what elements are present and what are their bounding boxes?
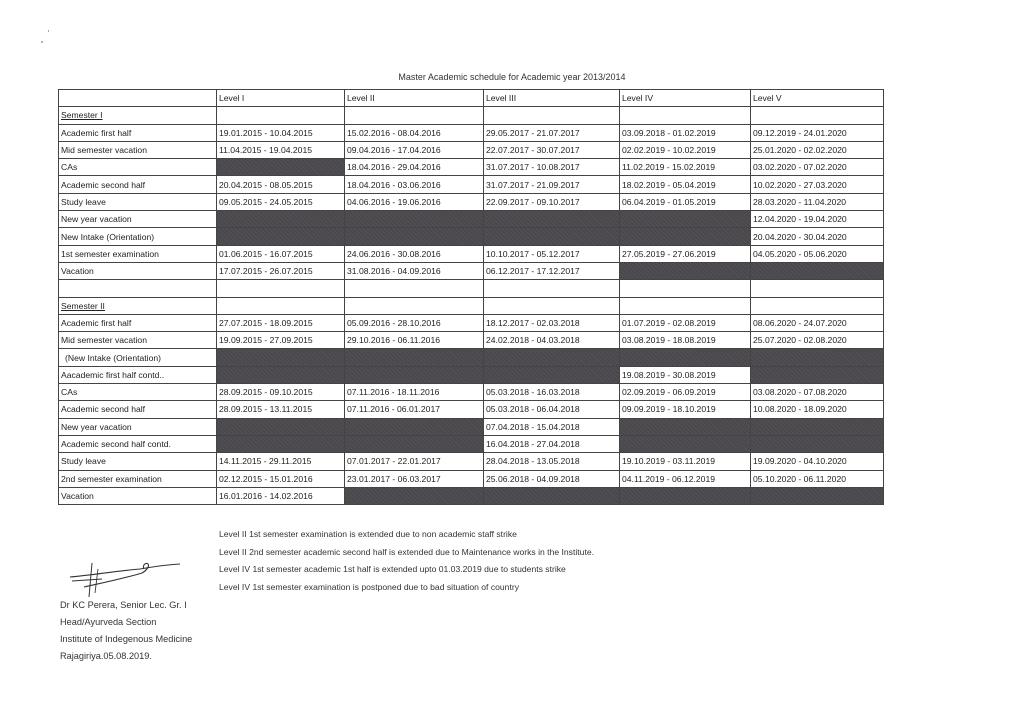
table-row bbox=[59, 176, 884, 193]
date-cell: 05.03.2018 - 16.03.2018 bbox=[484, 384, 620, 401]
shaded-cell bbox=[345, 349, 484, 366]
header-corner bbox=[59, 90, 217, 107]
note: Level II 1st semester examination is extended due to non academic staff strike bbox=[219, 529, 517, 539]
date-cell bbox=[217, 297, 345, 314]
date-cell: 17.07.2015 - 26.07.2015 bbox=[217, 262, 345, 279]
handwritten-signature bbox=[62, 553, 192, 599]
date-cell: 18.02.2019 - 05.04.2019 bbox=[620, 176, 751, 193]
shaded-cell bbox=[484, 228, 620, 245]
shaded-cell bbox=[484, 487, 620, 504]
date-cell: 18.04.2016 - 29.04.2016 bbox=[345, 159, 484, 176]
row-label: CAs bbox=[59, 384, 217, 401]
date-cell bbox=[751, 107, 884, 124]
column-header: Level II bbox=[345, 90, 484, 107]
notes bbox=[219, 526, 594, 596]
column-header: Level V bbox=[751, 90, 884, 107]
date-cell bbox=[620, 280, 751, 297]
section-heading: Semester II bbox=[59, 297, 217, 314]
row-label: CAs bbox=[59, 159, 217, 176]
date-cell: 27.05.2019 - 27.06.2019 bbox=[620, 245, 751, 262]
date-cell: 23.01.2017 - 06.03.2017 bbox=[345, 470, 484, 487]
signature-block bbox=[60, 597, 192, 665]
table-row bbox=[59, 435, 884, 452]
row-label: 2nd semester examination bbox=[59, 470, 217, 487]
date-cell: 07.04.2018 - 15.04.2018 bbox=[484, 418, 620, 435]
date-cell: 10.10.2017 - 05.12.2017 bbox=[484, 245, 620, 262]
date-cell: 19.10.2019 - 03.11.2019 bbox=[620, 453, 751, 470]
date-cell: 18.12.2017 - 02.03.2018 bbox=[484, 314, 620, 331]
row-label: (New Intake (Orientation) bbox=[59, 349, 217, 366]
date-cell: 25.07.2020 - 02.08.2020 bbox=[751, 332, 884, 349]
row-label: 1st semester examination bbox=[59, 245, 217, 262]
column-header: Level I bbox=[217, 90, 345, 107]
date-cell: 08.06.2020 - 24.07.2020 bbox=[751, 314, 884, 331]
column-header: Level III bbox=[484, 90, 620, 107]
shaded-cell bbox=[345, 487, 484, 504]
shaded-cell bbox=[217, 418, 345, 435]
row-label: Study leave bbox=[59, 193, 217, 210]
row-label: Vacation bbox=[59, 487, 217, 504]
row-label: Study leave bbox=[59, 453, 217, 470]
shaded-cell bbox=[345, 228, 484, 245]
row-label: Academic first half bbox=[59, 124, 217, 141]
row-label: Academic second half contd. bbox=[59, 435, 217, 452]
date-cell: 28.04.2018 - 13.05.2018 bbox=[484, 453, 620, 470]
date-cell bbox=[345, 107, 484, 124]
row-label bbox=[59, 280, 217, 297]
row-label: Aacademic first half contd.. bbox=[59, 366, 217, 383]
table-row bbox=[59, 211, 884, 228]
date-cell: 03.02.2020 - 07.02.2020 bbox=[751, 159, 884, 176]
date-cell: 05.03.2018 - 06.04.2018 bbox=[484, 401, 620, 418]
header-row bbox=[59, 90, 884, 107]
table-row bbox=[59, 332, 884, 349]
date-cell: 20.04.2015 - 08.05.2015 bbox=[217, 176, 345, 193]
date-cell: 09.05.2015 - 24.05.2015 bbox=[217, 193, 345, 210]
table-row bbox=[59, 297, 884, 314]
date-cell: 06.04.2019 - 01.05.2019 bbox=[620, 193, 751, 210]
date-cell bbox=[620, 297, 751, 314]
date-cell: 16.01.2016 - 14.02.2016 bbox=[217, 487, 345, 504]
date-cell: 19.01.2015 - 10.04.2015 bbox=[217, 124, 345, 141]
date-cell bbox=[484, 107, 620, 124]
date-cell bbox=[751, 280, 884, 297]
date-cell: 14.11.2015 - 29.11.2015 bbox=[217, 453, 345, 470]
date-cell bbox=[620, 107, 751, 124]
date-cell: 22.09.2017 - 09.10.2017 bbox=[484, 193, 620, 210]
date-cell: 31.07.2017 - 10.08.2017 bbox=[484, 159, 620, 176]
row-label: Academic second half bbox=[59, 401, 217, 418]
row-label: New year vacation bbox=[59, 418, 217, 435]
row-label: Academic first half bbox=[59, 314, 217, 331]
date-cell: 29.10.2016 - 06.11.2016 bbox=[345, 332, 484, 349]
table-row bbox=[59, 124, 884, 141]
date-cell bbox=[217, 107, 345, 124]
date-cell bbox=[345, 297, 484, 314]
date-cell: 01.06.2015 - 16.07.2015 bbox=[217, 245, 345, 262]
date-cell bbox=[484, 280, 620, 297]
shaded-cell bbox=[217, 349, 345, 366]
shaded-cell bbox=[484, 211, 620, 228]
scan-speck bbox=[41, 41, 43, 43]
signatory-institute: Institute of Indegenous Medicine bbox=[60, 634, 193, 644]
date-cell: 07.11.2016 - 18.11.2016 bbox=[345, 384, 484, 401]
date-cell: 25.06.2018 - 04.09.2018 bbox=[484, 470, 620, 487]
date-cell: 01.07.2019 - 02.08.2019 bbox=[620, 314, 751, 331]
table-row bbox=[59, 245, 884, 262]
date-cell: 11.04.2015 - 19.04.2015 bbox=[217, 141, 345, 158]
shaded-cell bbox=[751, 366, 884, 383]
table-row bbox=[59, 418, 884, 435]
date-cell: 03.09.2018 - 01.02.2019 bbox=[620, 124, 751, 141]
shaded-cell bbox=[620, 262, 751, 279]
date-cell: 24.06.2016 - 30.08.2016 bbox=[345, 245, 484, 262]
date-cell: 18.04.2016 - 03.06.2016 bbox=[345, 176, 484, 193]
shaded-cell bbox=[620, 435, 751, 452]
date-cell: 03.08.2020 - 07.08.2020 bbox=[751, 384, 884, 401]
date-cell bbox=[217, 280, 345, 297]
date-cell: 07.11.2016 - 06.01.2017 bbox=[345, 401, 484, 418]
table-row bbox=[59, 228, 884, 245]
date-cell: 16.04.2018 - 27.04.2018 bbox=[484, 435, 620, 452]
date-cell: 11.02.2019 - 15.02.2019 bbox=[620, 159, 751, 176]
shaded-cell bbox=[620, 211, 751, 228]
date-cell: 19.09.2020 - 04.10.2020 bbox=[751, 453, 884, 470]
date-cell: 05.10.2020 - 06.11.2020 bbox=[751, 470, 884, 487]
table-row bbox=[59, 453, 884, 470]
date-cell: 04.11.2019 - 06.12.2019 bbox=[620, 470, 751, 487]
shaded-cell bbox=[345, 366, 484, 383]
date-cell: 06.12.2017 - 17.12.2017 bbox=[484, 262, 620, 279]
schedule-table bbox=[58, 89, 884, 505]
date-cell: 04.06.2016 - 19.06.2016 bbox=[345, 193, 484, 210]
date-cell: 31.07.2017 - 21.09.2017 bbox=[484, 176, 620, 193]
date-cell: 31.08.2016 - 04.09.2016 bbox=[345, 262, 484, 279]
date-cell: 10.02.2020 - 27.03.2020 bbox=[751, 176, 884, 193]
date-cell: 12.04.2020 - 19.04.2020 bbox=[751, 211, 884, 228]
row-label: Mid semester vacation bbox=[59, 141, 217, 158]
date-cell: 05.09.2016 - 28.10.2016 bbox=[345, 314, 484, 331]
date-cell bbox=[751, 297, 884, 314]
date-cell: 02.09.2019 - 06.09.2019 bbox=[620, 384, 751, 401]
note: Level IV 1st semester academic 1st half is extended upto 01.03.2019 due to students strike bbox=[219, 564, 566, 574]
shaded-cell bbox=[217, 159, 345, 176]
column-header: Level IV bbox=[620, 90, 751, 107]
shaded-cell bbox=[751, 349, 884, 366]
date-cell bbox=[484, 297, 620, 314]
table-row bbox=[59, 159, 884, 176]
table-row bbox=[59, 349, 884, 366]
shaded-cell bbox=[217, 228, 345, 245]
table-row bbox=[59, 487, 884, 504]
date-cell: 19.09.2015 - 27.09.2015 bbox=[217, 332, 345, 349]
date-cell: 24.02.2018 - 04.03.2018 bbox=[484, 332, 620, 349]
shaded-cell bbox=[620, 487, 751, 504]
shaded-cell bbox=[751, 418, 884, 435]
date-cell: 19.08.2019 - 30.08.2019 bbox=[620, 366, 751, 383]
date-cell bbox=[345, 280, 484, 297]
table-row bbox=[59, 401, 884, 418]
table-row bbox=[59, 280, 884, 297]
table-row bbox=[59, 107, 884, 124]
table-row bbox=[59, 470, 884, 487]
date-cell: 04.05.2020 - 05.06.2020 bbox=[751, 245, 884, 262]
shaded-cell bbox=[620, 349, 751, 366]
note: Level II 2nd semester academic second half is extended due to Maintenance works in the Institute. bbox=[219, 546, 594, 557]
date-cell: 20.04.2020 - 30.04.2020 bbox=[751, 228, 884, 245]
shaded-cell bbox=[345, 211, 484, 228]
date-cell: 25.01.2020 - 02.02.2020 bbox=[751, 141, 884, 158]
shaded-cell bbox=[751, 262, 884, 279]
shaded-cell bbox=[484, 349, 620, 366]
row-label: New year vacation bbox=[59, 211, 217, 228]
shaded-cell bbox=[484, 366, 620, 383]
row-label: Academic second half bbox=[59, 176, 217, 193]
date-cell: 28.03.2020 - 11.04.2020 bbox=[751, 193, 884, 210]
date-cell: 02.02.2019 - 10.02.2019 bbox=[620, 141, 751, 158]
document-title: Master Academic schedule for Academic year 2013/2014 bbox=[398, 72, 626, 82]
date-cell: 02.12.2015 - 15.01.2016 bbox=[217, 470, 345, 487]
shaded-cell bbox=[217, 366, 345, 383]
shaded-cell bbox=[345, 435, 484, 452]
date-cell: 09.09.2019 - 18.10.2019 bbox=[620, 401, 751, 418]
table-row bbox=[59, 314, 884, 331]
scan-speck bbox=[48, 30, 49, 32]
note: Level IV 1st semester examination is postponed due to bad situation of country bbox=[219, 581, 520, 592]
date-cell: 28.09.2015 - 09.10.2015 bbox=[217, 384, 345, 401]
signatory-name: Dr KC Perera, Senior Lec. Gr. I bbox=[60, 600, 187, 610]
place-date: Rajagiriya.05.08.2019. bbox=[60, 651, 152, 661]
date-cell: 29.05.2017 - 21.07.2017 bbox=[484, 124, 620, 141]
row-label: New Intake (Orientation) bbox=[59, 228, 217, 245]
date-cell: 03.08.2019 - 18.08.2019 bbox=[620, 332, 751, 349]
shaded-cell bbox=[751, 487, 884, 504]
date-cell: 07.01.2017 - 22.01.2017 bbox=[345, 453, 484, 470]
signatory-position: Head/Ayurveda Section bbox=[60, 617, 157, 627]
table-row bbox=[59, 193, 884, 210]
shaded-cell bbox=[751, 435, 884, 452]
row-label: Mid semester vacation bbox=[59, 332, 217, 349]
shaded-cell bbox=[217, 211, 345, 228]
shaded-cell bbox=[217, 435, 345, 452]
date-cell: 22.07.2017 - 30.07.2017 bbox=[484, 141, 620, 158]
row-label: Vacation bbox=[59, 262, 217, 279]
shaded-cell bbox=[620, 228, 751, 245]
table-row bbox=[59, 141, 884, 158]
date-cell: 28.09.2015 - 13.11.2015 bbox=[217, 401, 345, 418]
date-cell: 10.08.2020 - 18.09.2020 bbox=[751, 401, 884, 418]
section-heading: Semester I bbox=[59, 107, 217, 124]
table-row bbox=[59, 262, 884, 279]
date-cell: 09.04.2016 - 17.04.2016 bbox=[345, 141, 484, 158]
date-cell: 15.02.2016 - 08.04.2016 bbox=[345, 124, 484, 141]
date-cell: 09.12.2019 - 24.01.2020 bbox=[751, 124, 884, 141]
shaded-cell bbox=[620, 418, 751, 435]
table-row bbox=[59, 384, 884, 401]
table-row bbox=[59, 366, 884, 383]
date-cell: 27.07.2015 - 18.09.2015 bbox=[217, 314, 345, 331]
shaded-cell bbox=[345, 418, 484, 435]
